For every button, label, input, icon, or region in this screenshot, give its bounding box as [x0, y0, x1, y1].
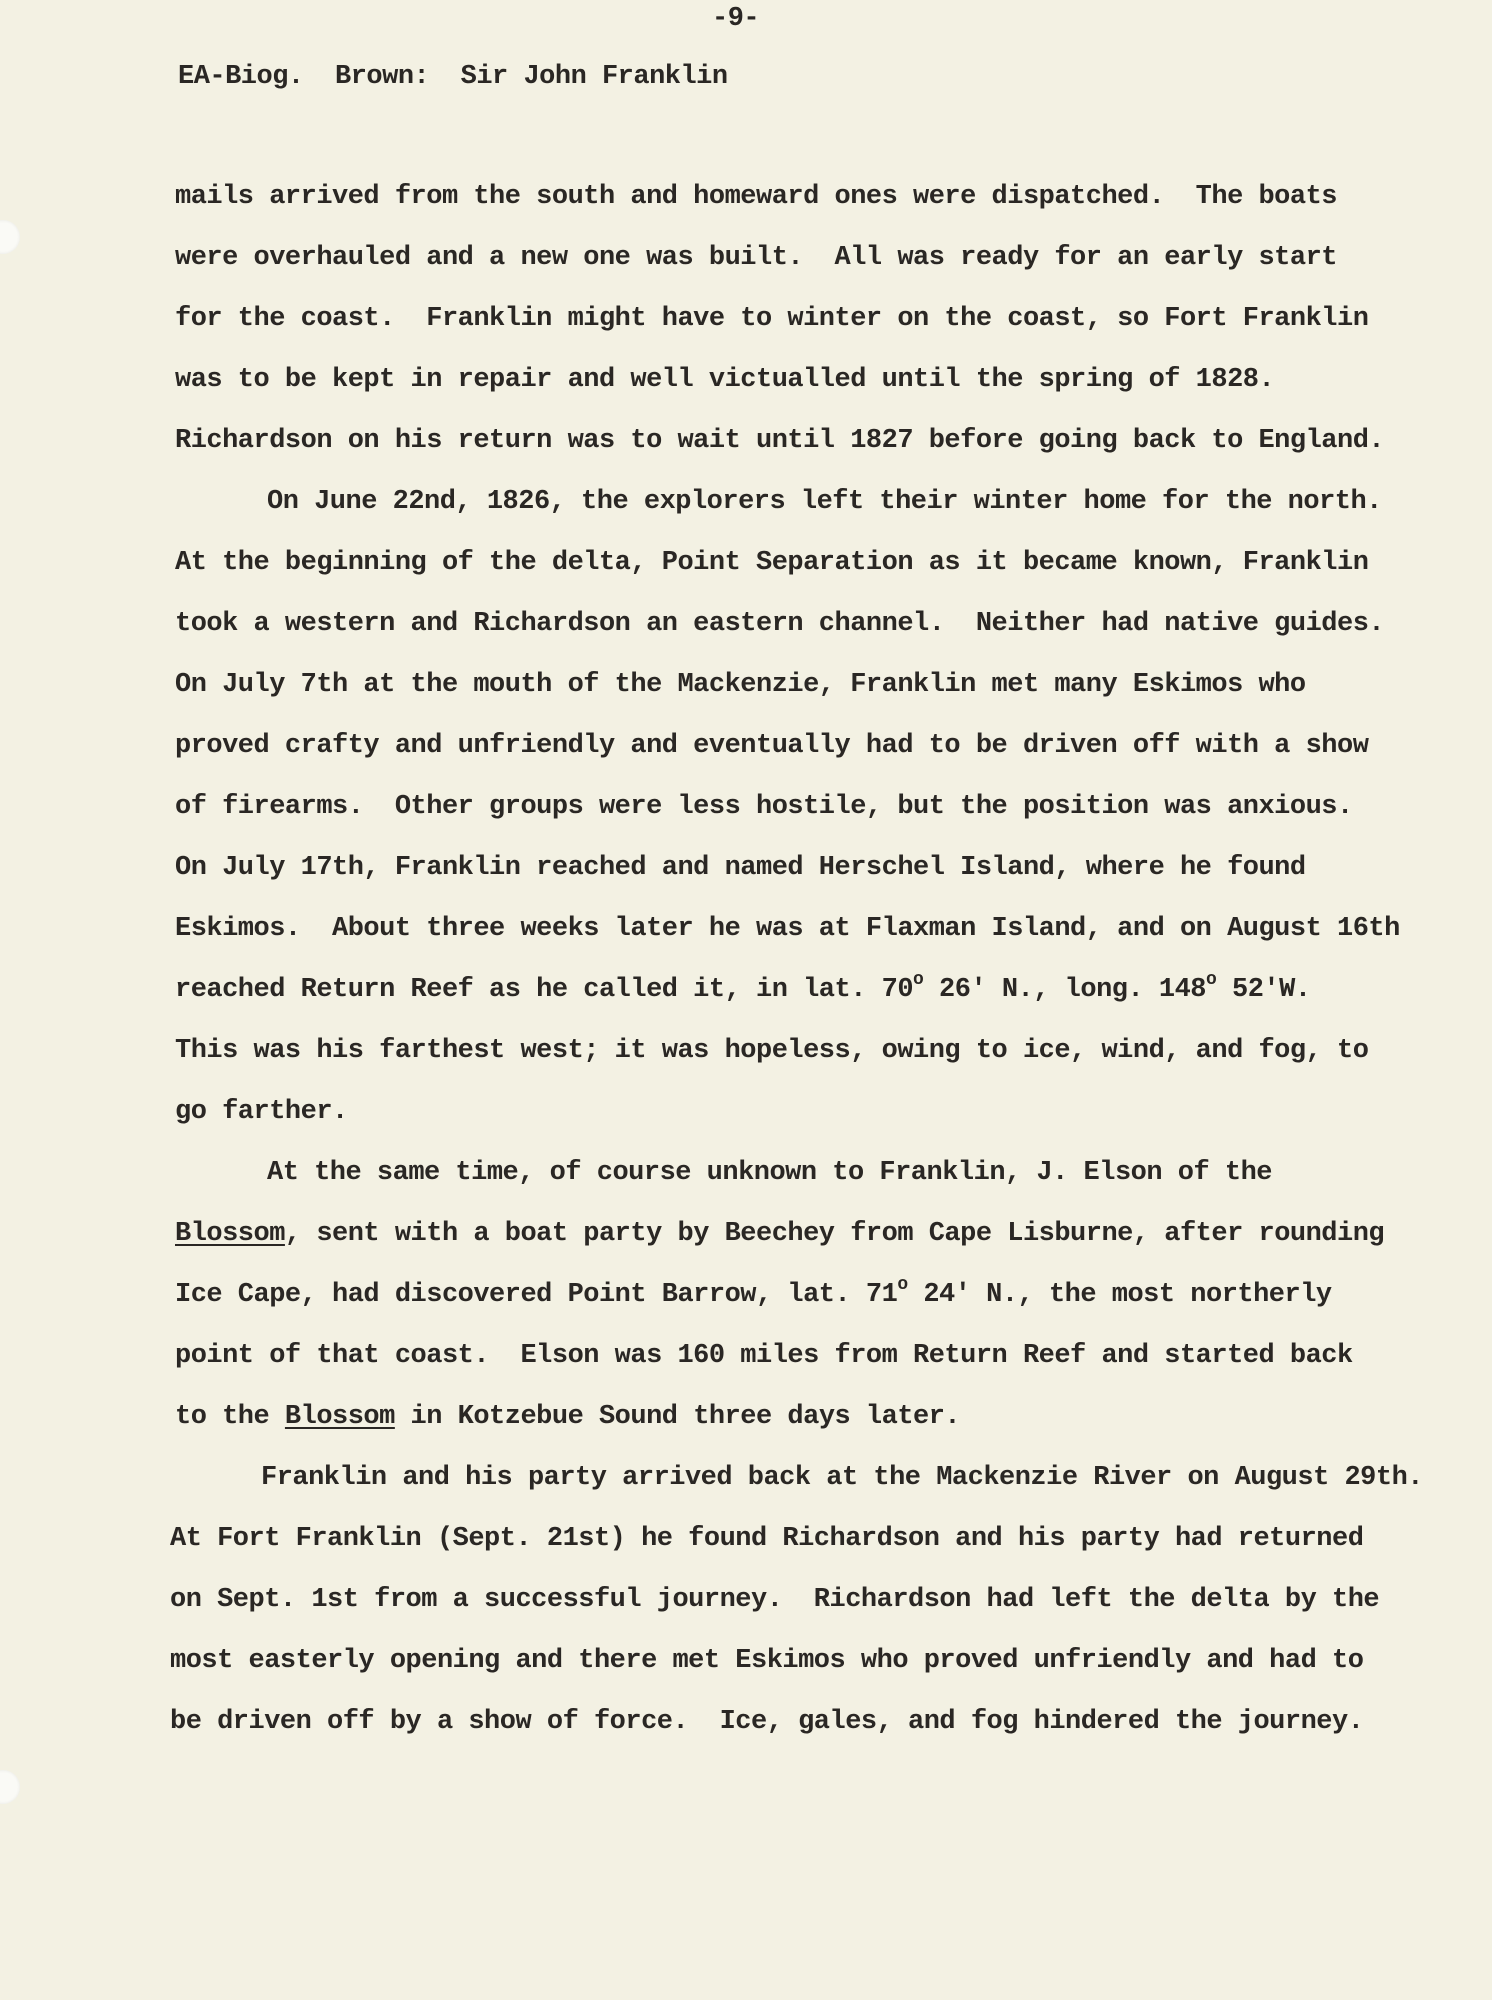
text-line: were overhauled and a new one was built. All was ready for an early start [175, 243, 1337, 273]
text-line [175, 1402, 960, 1432]
text-line: At Fort Franklin (Sept. 21st) he found Richardson and his party had returned [170, 1524, 1364, 1554]
text-line: proved crafty and unfriendly and eventually had to be driven off with a show [175, 731, 1369, 761]
text-line: At the same time, of course unknown to Franklin, J. Elson of the [267, 1158, 1272, 1188]
text-line [175, 1275, 1332, 1310]
text-segment: 52'W. [1216, 975, 1311, 1005]
text-segment: 26' N., long. 148 [923, 975, 1206, 1005]
text-segment: to the [175, 1402, 285, 1432]
text-line: of firearms. Other groups were less hostile, but the position was anxious. [175, 792, 1353, 822]
text-line: On July 17th, Franklin reached and named Herschel Island, where he found [175, 853, 1306, 883]
text-line: On June 22nd, 1826, the explorers left their winter home for the north. [267, 487, 1382, 517]
text-line: on Sept. 1st from a successful journey. Richardson had left the delta by the [170, 1585, 1380, 1615]
text-line [175, 1219, 1384, 1249]
text-segment: in Kotzebue Sound three days later. [394, 1402, 961, 1432]
text-segment: reached Return Reef as he called it, in lat. 70 [175, 975, 914, 1005]
text-line: was to be kept in repair and well victualled until the spring of 1828. [175, 365, 1275, 395]
page-number: -9- [712, 4, 760, 34]
punch-hole [0, 1770, 20, 1804]
text-line: point of that coast. Elson was 160 miles from Return Reef and started back [175, 1341, 1353, 1371]
text-segment: Ice Cape, had discovered Point Barrow, lat. 71 [175, 1280, 898, 1310]
text-line: go farther. [175, 1097, 348, 1127]
punch-hole [0, 220, 20, 254]
ship-name-underlined: Blossom [284, 1402, 395, 1432]
text-line: This was his farthest west; it was hopeless, owing to ice, wind, and fog, to [175, 1036, 1369, 1066]
text-segment: 24' N., the most northerly [907, 1280, 1332, 1310]
text-line: On July 7th at the mouth of the Mackenzie, Franklin met many Eskimos who [175, 670, 1306, 700]
text-line: Franklin and his party arrived back at the Mackenzie River on August 29th. [261, 1463, 1423, 1493]
text-line: Eskimos. About three weeks later he was at Flaxman Island, and on August 16th [175, 914, 1400, 944]
text-segment: , sent with a boat party by Beechey from Cape Lisburne, after rounding [284, 1219, 1385, 1249]
text-line: Richardson on his return was to wait until 1827 before going back to England. [175, 426, 1385, 456]
text-line [175, 970, 1311, 1005]
degree-sign: o [897, 1275, 908, 1295]
document-header: EA-Biog. Brown: Sir John Franklin [178, 62, 728, 92]
degree-sign: o [913, 970, 924, 990]
text-line: be driven off by a show of force. Ice, gales, and fog hindered the journey. [170, 1707, 1364, 1737]
text-line: most easterly opening and there met Eskimos who proved unfriendly and had to [170, 1646, 1364, 1676]
text-line: for the coast. Franklin might have to winter on the coast, so Fort Franklin [175, 304, 1369, 334]
text-line: took a western and Richardson an eastern channel. Neither had native guides. [175, 609, 1385, 639]
text-line: mails arrived from the south and homeward ones were dispatched. The boats [175, 182, 1337, 212]
degree-sign: o [1206, 970, 1217, 990]
text-line: At the beginning of the delta, Point Separation as it became known, Franklin [175, 548, 1369, 578]
ship-name-underlined: Blossom [175, 1219, 285, 1249]
